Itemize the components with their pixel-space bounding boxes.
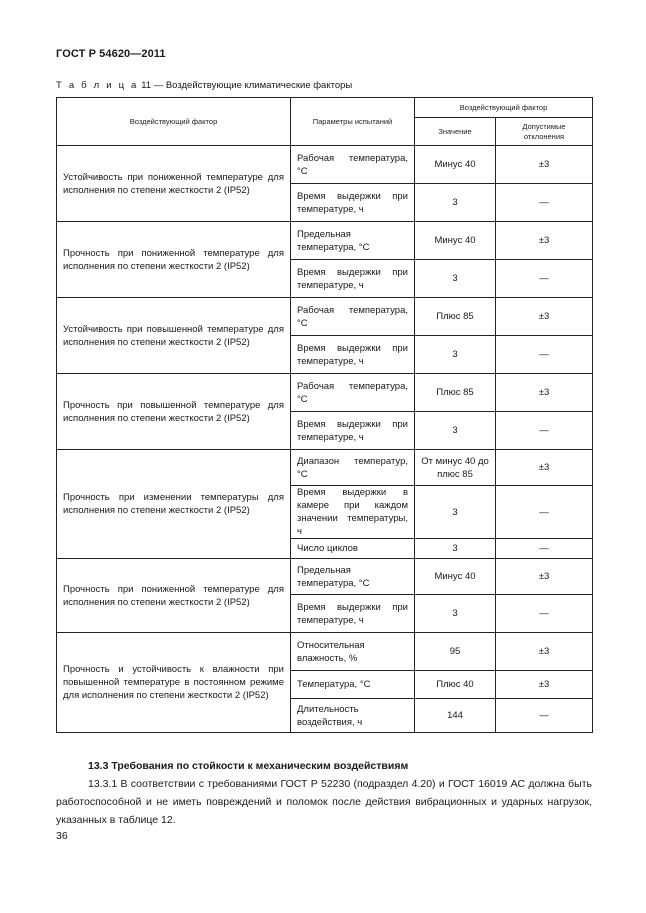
deviation-cell: —: [496, 260, 593, 298]
param-cell: Рабочая температура, °C: [291, 298, 415, 336]
param-cell: Предельная температура, °C: [291, 559, 415, 595]
param-cell: Время выдержки при температуре, ч: [291, 595, 415, 633]
deviation-cell: —: [496, 699, 593, 733]
value-cell: Минус 40: [415, 146, 496, 184]
param-cell: Рабочая температура, °C: [291, 146, 415, 184]
table-body: [57, 146, 593, 733]
header-value: Значение: [415, 118, 496, 146]
deviation-cell: ±3: [496, 222, 593, 260]
param-cell: Время выдержки в камере при каждом значении температуры, ч: [291, 486, 415, 539]
table-row: [57, 450, 593, 486]
param-cell: Рабочая температура, °C: [291, 374, 415, 412]
climate-factors-table: [56, 97, 593, 733]
value-cell: 3: [415, 412, 496, 450]
deviation-cell: —: [496, 412, 593, 450]
deviation-cell: ±3: [496, 374, 593, 412]
table-caption-prefix: Т а б л и ц а: [56, 80, 139, 91]
param-cell: Диапазон температур, °C: [291, 450, 415, 486]
value-cell: Плюс 40: [415, 671, 496, 699]
value-cell: Плюс 85: [415, 298, 496, 336]
value-cell: 3: [415, 336, 496, 374]
value-cell: 3: [415, 260, 496, 298]
param-cell: Длительность воздействия, ч: [291, 699, 415, 733]
value-cell: Минус 40: [415, 222, 496, 260]
deviation-cell: ±3: [496, 633, 593, 671]
value-cell: 3: [415, 184, 496, 222]
value-cell: 3: [415, 486, 496, 539]
header-deviation: Допустимые отклонения: [496, 118, 593, 146]
factor-cell: Устойчивость при пониженной температуре для исполнения по степени жесткости 2 (IP52): [57, 146, 291, 222]
deviation-cell: —: [496, 336, 593, 374]
param-cell: Время выдержки при температуре, ч: [291, 184, 415, 222]
page-number: 36: [56, 830, 68, 842]
factor-cell: Прочность при изменении температуры для исполнения по степени жесткости 2 (IP52): [57, 450, 291, 559]
param-cell: Относительная влажность, %: [291, 633, 415, 671]
deviation-cell: ±3: [496, 298, 593, 336]
table-caption: [56, 80, 352, 91]
table-row: [57, 146, 593, 184]
value-cell: 3: [415, 539, 496, 559]
table-row: [57, 374, 593, 412]
param-cell: Температура, °C: [291, 671, 415, 699]
param-cell: Время выдержки при температуре, ч: [291, 412, 415, 450]
section-heading: 13.3 Требования по стойкости к механическим воздействиям: [88, 760, 409, 772]
param-cell: Время выдержки при температуре, ч: [291, 260, 415, 298]
factor-cell: Устойчивость при повышенной температуре для исполнения по степени жесткости 2 (IP52): [57, 298, 291, 374]
deviation-cell: —: [496, 184, 593, 222]
table-row: [57, 298, 593, 336]
header-params: Параметры испытаний: [291, 98, 415, 146]
factor-cell: Прочность при пониженной температуре для исполнения по степени жесткости 2 (IP52): [57, 559, 291, 633]
deviation-cell: ±3: [496, 559, 593, 595]
param-cell: Предельная температура, °C: [291, 222, 415, 260]
factor-cell: Прочность при повышенной температуре для исполнения по степени жесткости 2 (IP52): [57, 374, 291, 450]
table-row: [57, 222, 593, 260]
document-header: ГОСТ Р 54620—2011: [56, 48, 166, 60]
value-cell: 144: [415, 699, 496, 733]
deviation-cell: ±3: [496, 146, 593, 184]
table-caption-number: 11: [141, 80, 152, 91]
deviation-cell: —: [496, 486, 593, 539]
factor-cell: Прочность и устойчивость к влажности при повышенной температуре в постоянном режиме для исполнения по степени жесткости 2 (IP52): [57, 633, 291, 733]
deviation-cell: —: [496, 539, 593, 559]
value-cell: Плюс 85: [415, 374, 496, 412]
header-group: Воздействующий фактор: [415, 98, 593, 118]
param-cell: Время выдержки при температуре, ч: [291, 336, 415, 374]
factor-cell: Прочность при пониженной температуре для исполнения по степени жесткости 2 (IP52): [57, 222, 291, 298]
value-cell: 95: [415, 633, 496, 671]
deviation-cell: —: [496, 595, 593, 633]
section-paragraph: 13.3.1 В соответствии с требованиями ГОСТ Р 52230 (подраздел 4.20) и ГОСТ 16019 АС должна быть работоспособной и не иметь повреждений и поломок после действия вибрационных и ударных нагрузок, указанных в таблице 12.: [56, 778, 592, 826]
value-cell: 3: [415, 595, 496, 633]
deviation-cell: ±3: [496, 671, 593, 699]
param-cell: Число циклов: [291, 539, 415, 559]
header-factor: Воздействующий фактор: [57, 98, 291, 146]
deviation-cell: ±3: [496, 450, 593, 486]
table-row: [57, 559, 593, 595]
value-cell: Минус 40: [415, 559, 496, 595]
table-caption-title: — Воздействующие климатические факторы: [153, 80, 353, 91]
value-cell: От минус 40 до плюс 85: [415, 450, 496, 486]
table-row: [57, 633, 593, 671]
